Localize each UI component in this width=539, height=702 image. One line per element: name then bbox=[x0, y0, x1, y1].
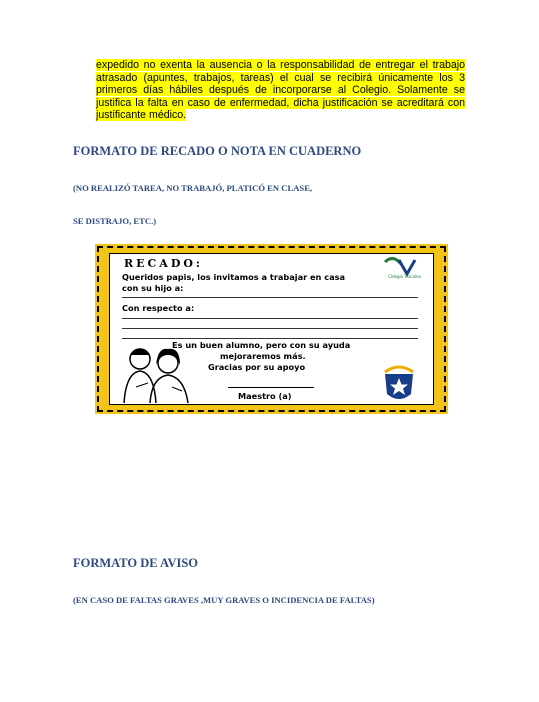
write-line-2 bbox=[122, 318, 418, 319]
buen-alumno-line-2: mejoraremos más. bbox=[220, 351, 306, 361]
intro-paragraph: expedido no exenta la ausencia o la responsabilidad de entregar el trabajo atrasado (apuntes, trabajos, tareas) el cual se recibirá únicamente los 3 primeros días hábiles después de incorporarse al Colegio. Solamente se justifica la falta en caso de enfermedad, dicha justificación se acreditará con justificante médico. bbox=[96, 59, 465, 122]
recado-heading: FORMATO DE RECADO O NOTA EN CUADERNO bbox=[73, 144, 362, 158]
maestro-label: Maestro (a) bbox=[238, 391, 292, 401]
buen-alumno-line-1: Es un buen alumno, pero con su ayuda bbox=[172, 340, 351, 350]
signature-line bbox=[228, 387, 314, 388]
recado-subheading-1: (NO REALIZÓ TAREA, NO TRABAJÓ, PLATICÓ EN CLASE, bbox=[73, 183, 313, 193]
aviso-heading: FORMATO DE AVISO bbox=[73, 556, 199, 570]
colegio-logo-text: Colegio Vizcaíno bbox=[388, 274, 421, 279]
recado-line-1: Queridos papis, los invitamos a trabajar en casa bbox=[122, 272, 346, 282]
write-line-3 bbox=[122, 328, 418, 329]
school-shield-icon bbox=[379, 364, 419, 404]
recado-line-2: con su hijo a: bbox=[122, 283, 184, 293]
recado-title: RECADO: bbox=[124, 257, 203, 270]
aviso-subheading: (EN CASO DE FALTAS GRAVES ,MUY GRAVES O INCIDENCIA DE FALTAS) bbox=[73, 595, 375, 605]
respecto-label: Con respecto a: bbox=[122, 303, 195, 313]
gracias-line: Gracias por su apoyo bbox=[208, 362, 306, 372]
parents-drawing-icon bbox=[116, 343, 196, 403]
write-line-4 bbox=[122, 338, 418, 339]
recado-card-image bbox=[95, 244, 448, 414]
write-line-1 bbox=[122, 297, 418, 298]
card-inner bbox=[109, 253, 434, 405]
recado-subheading-2: SE DISTRAJO, ETC.) bbox=[73, 216, 157, 226]
